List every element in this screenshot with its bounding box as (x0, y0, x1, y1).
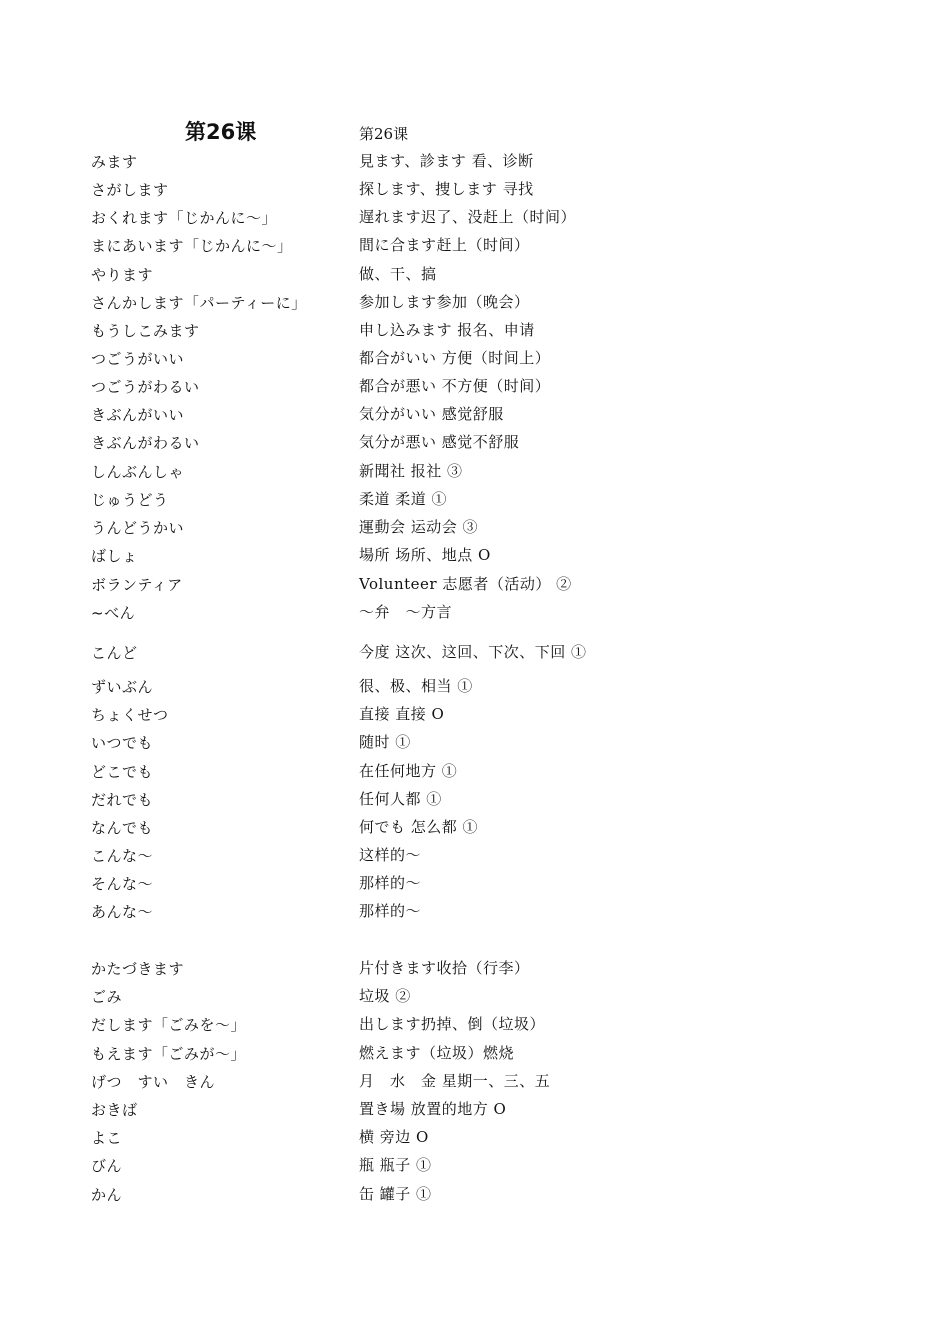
vocab-meaning: 探します、捜します 寻找 (359, 180, 534, 198)
vocab-meaning: 新聞社 报社 ③ (359, 462, 463, 480)
vocab-meaning: 間に合ます赶上（时间） (359, 236, 530, 254)
vocab-row (0, 870, 950, 898)
vocab-meaning: 見ます、診ます 看、诊断 (359, 152, 534, 170)
vocab-meaning: 今度 这次、这回、下次、下回 ① (359, 643, 587, 661)
vocab-reading: ボランティア (91, 576, 183, 594)
vocab-reading: みます (91, 153, 138, 171)
vocab-reading: もうしこみます (91, 322, 200, 340)
vocab-row (0, 401, 950, 429)
vocab-reading: じゅうどう (91, 491, 169, 509)
vocab-meaning: 出します扔掉、倒（垃圾） (359, 1015, 546, 1033)
vocab-meaning: 缶 罐子 ① (359, 1185, 432, 1203)
vocab-row (0, 289, 950, 317)
vocab-reading: おきば (91, 1101, 138, 1119)
vocab-reading: ずいぶん (91, 678, 154, 696)
vocab-meaning: 運動会 运动会 ③ (359, 518, 479, 536)
vocab-meaning: 都合が悪い 不方便（时间） (359, 377, 551, 395)
vocab-meaning: 那样的～ (359, 874, 422, 892)
vocab-reading: びん (91, 1157, 123, 1175)
vocab-row (0, 786, 950, 814)
lesson-title-secondary: 第26课 (359, 125, 409, 143)
vocab-reading: よこ (91, 1129, 123, 1147)
vocab-row (0, 261, 950, 289)
vocab-meaning: 置き場 放置的地方 O (359, 1100, 507, 1118)
vocab-meaning: 直接 直接 O (359, 705, 445, 723)
vocab-row (0, 814, 950, 842)
vocab-reading: いつでも (91, 734, 154, 752)
vocab-reading: ちょくせつ (91, 706, 169, 724)
vocab-row (0, 373, 950, 401)
vocab-meaning: 燃えます（垃圾）燃烧 (359, 1044, 515, 1062)
vocab-row (0, 1124, 950, 1152)
vocab-row (0, 204, 950, 232)
vocab-meaning: 在任何地方 ① (359, 762, 458, 780)
lesson-title: 第26课 (185, 120, 257, 144)
vocab-meaning: 月 水 金 星期一、三、五 (359, 1072, 551, 1090)
vocab-meaning: ～弁 ～方言 (359, 603, 453, 621)
vocab-meaning: 参加します参加（晚会） (359, 293, 530, 311)
vocab-row (0, 983, 950, 1011)
vocab-row (0, 673, 950, 701)
vocab-reading: だれでも (91, 791, 154, 809)
vocab-reading: さがします (91, 181, 169, 199)
vocab-meaning: 垃圾 ② (359, 987, 411, 1005)
vocab-meaning: 很、极、相当 ① (359, 677, 473, 695)
vocab-reading: つごうがわるい (91, 378, 200, 396)
vocab-row (0, 232, 950, 260)
vocab-meaning: 柔道 柔道 ① (359, 490, 448, 508)
vocab-reading: まにあいます「じかんに～」 (91, 237, 293, 255)
vocab-reading: きぶんがわるい (91, 434, 200, 452)
vocab-reading: もえます「ごみが～」 (91, 1045, 247, 1063)
vocab-meaning: 場所 场所、地点 O (359, 546, 491, 564)
vocab-reading: うんどうかい (91, 519, 185, 537)
vocab-row (0, 842, 950, 870)
vocab-reading: ばしょ (91, 547, 138, 565)
vocab-reading: だします「ごみを～」 (91, 1016, 247, 1034)
vocab-row (0, 514, 950, 542)
vocab-meaning: 那样的～ (359, 902, 422, 920)
vocab-reading: つごうがいい (91, 350, 185, 368)
vocab-reading: かん (91, 1186, 123, 1204)
vocab-row (0, 758, 950, 786)
vocab-reading: なんでも (91, 819, 154, 837)
vocab-reading: こんど (91, 644, 138, 662)
vocab-meaning: 随时 ① (359, 733, 411, 751)
vocab-row (0, 345, 950, 373)
vocab-reading: こんな～ (91, 847, 154, 865)
vocab-meaning: 遅れます迟了、没赶上（时间） (359, 208, 577, 226)
vocab-row (0, 429, 950, 457)
vocab-row (0, 148, 950, 176)
vocab-reading: しんぶんしゃ (91, 463, 185, 481)
vocab-meaning: 横 旁边 O (359, 1128, 429, 1146)
vocab-reading: げつ すい きん (91, 1073, 216, 1091)
vocab-reading: ~べん (91, 604, 136, 622)
vocab-reading: おくれます「じかんに～」 (91, 209, 278, 227)
vocab-reading: きぶんがいい (91, 406, 185, 424)
vocab-row (0, 1040, 950, 1068)
vocab-reading: さんかします「パーティーに」 (91, 294, 307, 312)
vocab-row (0, 571, 950, 599)
vocab-reading: どこでも (91, 763, 154, 781)
vocab-meaning: 申し込みます 报名、申请 (359, 321, 535, 339)
vocab-row (0, 1181, 950, 1209)
vocab-reading: ごみ (91, 988, 123, 1006)
vocab-meaning: 何でも 怎么都 ① (359, 818, 479, 836)
vocab-reading: そんな～ (91, 875, 154, 893)
vocab-row (0, 955, 950, 983)
vocab-row (0, 1152, 950, 1180)
vocab-row (0, 486, 950, 514)
vocab-row (0, 898, 950, 926)
vocab-row (0, 1011, 950, 1039)
vocab-meaning: 気分がいい 感觉舒服 (359, 405, 504, 423)
vocab-row (0, 599, 950, 627)
vocab-row (0, 176, 950, 204)
vocab-row (0, 927, 950, 955)
vocab-row (0, 542, 950, 570)
vocab-row (0, 729, 950, 757)
vocab-meaning: 任何人都 ① (359, 790, 442, 808)
vocab-row (0, 639, 950, 667)
vocab-row (0, 701, 950, 729)
vocab-meaning: 都合がいい 方便（时间上） (359, 349, 551, 367)
vocab-reading: あんな～ (91, 903, 154, 921)
vocab-row (0, 317, 950, 345)
vocab-reading: かたづきます (91, 960, 185, 978)
vocab-meaning: 瓶 瓶子 ① (359, 1156, 432, 1174)
vocab-meaning: Volunteer 志愿者（活动） ② (359, 575, 572, 593)
vocab-row (0, 1096, 950, 1124)
vocab-meaning: 这样的～ (359, 846, 422, 864)
vocab-meaning: 気分が悪い 感觉不舒服 (359, 433, 520, 451)
vocab-meaning: 片付きます收拾（行李） (359, 959, 530, 977)
vocab-row (0, 1068, 950, 1096)
vocab-row (0, 458, 950, 486)
vocab-reading: やります (91, 266, 154, 284)
vocab-meaning: 做、干、搞 (359, 265, 437, 283)
